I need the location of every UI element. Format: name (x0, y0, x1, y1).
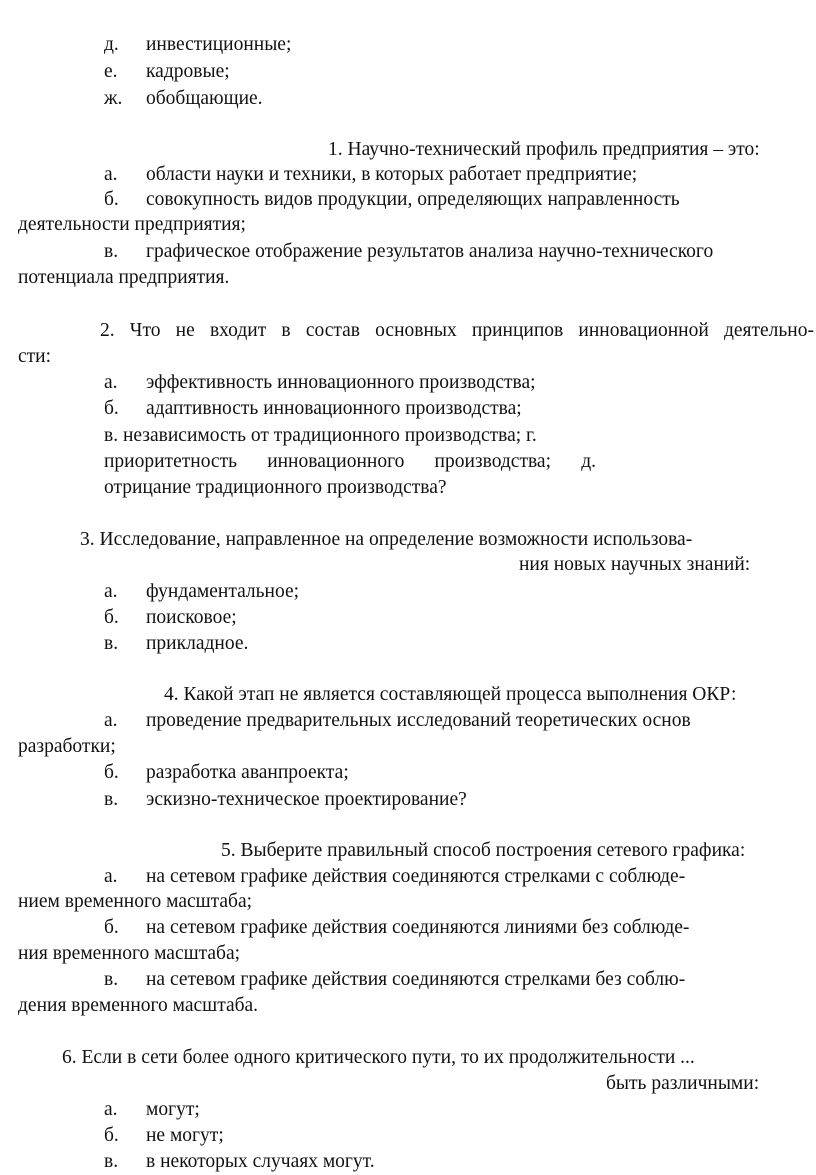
question-2: 2. Что не входит в состав основных принципов инновационной деятельно- (100, 320, 814, 341)
q4-option-c (104, 788, 467, 812)
option-text: области науки и техники, в которых работает предприятие; (146, 164, 638, 185)
option-d (104, 33, 291, 57)
option-marker: а. (104, 581, 118, 602)
option-marker: б. (104, 189, 119, 210)
option-marker: а. (104, 710, 118, 731)
option-text: на сетевом графике действия соединяются стрелками с соблюде- (146, 866, 686, 887)
option-marker: а. (104, 866, 118, 887)
question-5: 5. Выберите правильный способ построения сетевого графика: (221, 840, 746, 861)
option-marker: б. (104, 607, 119, 628)
option-marker: в. (104, 241, 119, 262)
option-text: фундаментальное; (146, 581, 300, 602)
question-6-cont: быть различными: (606, 1073, 760, 1094)
option-text: не могут; (146, 1125, 224, 1146)
q1-option-b (104, 188, 680, 212)
q5-option-b-cont: ния временного масштаба; (18, 943, 241, 964)
option-text: проведение предварительных исследований теоретических основ (146, 710, 691, 731)
option-text: в некоторых случаях могут. (146, 1151, 375, 1172)
option-text: на сетевом графике действия соединяются стрелками без соблю- (146, 969, 686, 990)
option-marker: б. (104, 398, 119, 419)
q6-option-c (104, 1150, 375, 1174)
q3-option-c (104, 632, 248, 656)
option-marker: д. (104, 34, 119, 55)
option-text: на сетевом графике действия соединяются линиями без соблюде- (146, 917, 690, 938)
option-marker: е. (104, 61, 118, 82)
option-e (104, 60, 230, 84)
option-zh (104, 87, 263, 111)
option-marker: б. (104, 917, 119, 938)
q1-option-c-cont: потенциала предприятия. (18, 267, 230, 288)
option-marker: б. (104, 1125, 119, 1146)
q5-option-c (104, 968, 685, 992)
question-3: 3. Исследование, направленное на определение возможности использова- (80, 529, 693, 550)
option-text: кадровые; (146, 61, 230, 82)
option-marker: ж. (104, 88, 123, 109)
q5-option-a-cont: нием временного масштаба; (18, 891, 253, 912)
question-2-cont: сти: (18, 346, 52, 367)
option-text: эскизно-техническое проектирование? (146, 789, 467, 810)
q3-option-b (104, 606, 237, 630)
option-marker: а. (104, 1099, 118, 1120)
q4-option-b (104, 761, 349, 785)
q2-option-line: в. независимость от традиционного производства; г. (104, 425, 537, 446)
q5-option-b (104, 916, 689, 940)
q2-option-line: отрицание традиционного производства? (104, 477, 447, 498)
q1-option-c (104, 240, 713, 264)
option-text: прикладное. (146, 633, 249, 654)
question-3-cont: ния новых научных знаний: (519, 554, 751, 575)
option-text: инвестиционные; (146, 34, 292, 55)
q5-option-c-cont: дения временного масштаба. (18, 995, 259, 1016)
option-text: могут; (146, 1099, 200, 1120)
option-marker: в. (104, 633, 119, 654)
q6-option-b (104, 1124, 224, 1148)
q1-option-a (104, 163, 637, 187)
q2-option-b (104, 397, 522, 421)
question-4: 4. Какой этап не является составляющей процесса выполнения ОКР: (164, 684, 737, 705)
option-text: поисковое; (146, 607, 237, 628)
question-1: 1. Научно-технический профиль предприятия – это: (328, 139, 760, 160)
q4-option-a (104, 709, 691, 733)
q6-option-a (104, 1098, 200, 1122)
q2-option-line: приоритетность инновационного производства; д. (104, 451, 596, 472)
option-marker: а. (104, 164, 118, 185)
option-text: разработка аванпроекта; (146, 762, 349, 783)
q1-option-b-cont: деятельности предприятия; (18, 214, 246, 235)
q3-option-a (104, 580, 299, 604)
option-text: обобщающие. (146, 88, 263, 109)
option-text: адаптивность инновационного производства; (146, 398, 522, 419)
option-marker: б. (104, 762, 119, 783)
question-6: 6. Если в сети более одного критического пути, то их продолжительности ... (62, 1047, 695, 1068)
q2-option-a (104, 371, 536, 395)
option-marker: в. (104, 1151, 119, 1172)
q4-option-a-cont: разработки; (18, 736, 116, 757)
option-marker: а. (104, 372, 118, 393)
option-text: графическое отображение результатов анализа научно-технического (146, 241, 714, 262)
option-marker: в. (104, 789, 119, 810)
option-text: эффективность инновационного производства; (146, 372, 536, 393)
option-text: совокупность видов продукции, определяющих направленность (146, 189, 680, 210)
option-marker: в. (104, 969, 119, 990)
q5-option-a (104, 865, 685, 889)
